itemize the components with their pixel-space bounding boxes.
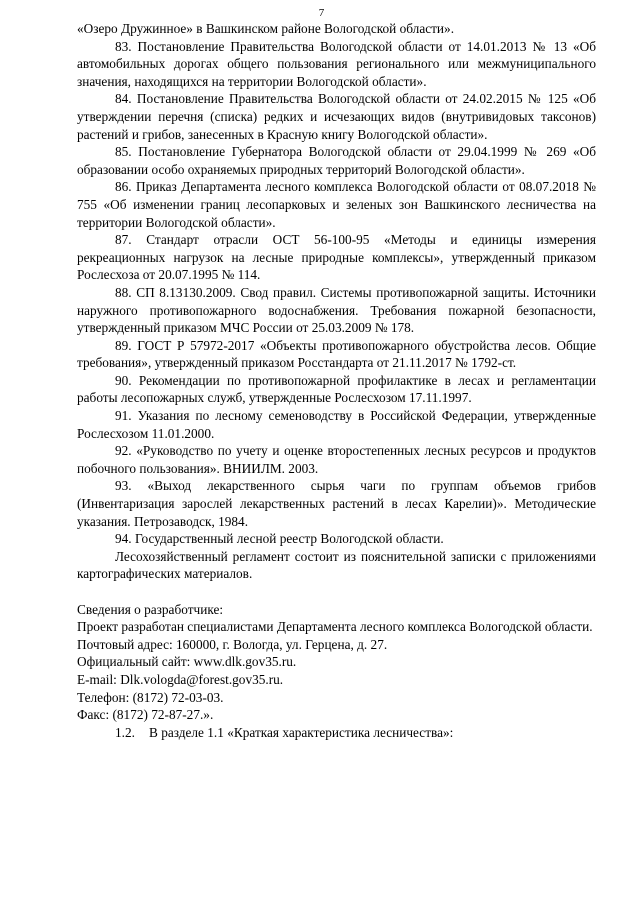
developer-info — [77, 601, 596, 724]
developer-project: Проект разработан специалистами Департамента лесного комплекса Вологодской области. — [77, 619, 593, 635]
list-item: 85. Постановление Губернатора Вологодской области от 29.04.1999 № 269 «Об образовании особо охраняемых природных территорий Вологодской области». — [77, 144, 596, 177]
list-item: 92. «Руководство по учету и оценке второстепенных лесных ресурсов и продуктов побочного пользования». ВНИИЛМ. 2003. — [77, 443, 596, 476]
page-number: 7 — [318, 7, 325, 19]
developer-website: Официальный сайт: www.dlk.gov35.ru. — [77, 654, 297, 670]
developer-address: Почтовый адрес: 160000, г. Вологда, ул. Герцена, д. 27. — [77, 636, 388, 652]
regulation-composition-paragraph: Лесохозяйственный регламент состоит из пояснительной записки с приложениями картографических материалов. — [77, 548, 596, 582]
developer-phone: Телефон: (8172) 72-03-03. — [77, 689, 224, 705]
list-item: 93. «Выход лекарственного сырья чаги по группам объемов грибов (Инвентаризация зарослей лекарственных растений в лесах Карелии)». Методические указания. Петрозаводск, 1984. — [77, 478, 596, 529]
list-item: 88. СП 8.13130.2009. Свод правил. Системы противопожарной защиты. Источники наружного противопожарного водоснабжения. Требования пожарной безопасности, утвержденный приказом МЧС России от 25.03.2009 № 178. — [77, 284, 596, 336]
list-item: 87. Стандарт отрасли ОСТ 56-100-95 «Методы и единицы измерения рекреационных нагрузок на лесные природные комплексы», утвержденный приказом Рослесхоза от 20.07.1995 № 114. — [77, 232, 596, 283]
list-item: 91. Указания по лесному семеноводству в Российской Федерации, утвержденные Рослесхозом 11.01.2000. — [77, 408, 596, 441]
section-item — [77, 724, 596, 742]
section-text: В разделе 1.1 «Краткая характеристика лесничества»: — [149, 724, 454, 740]
developer-email: E-mail: Dlk.vologda@forest.gov35.ru. — [77, 671, 284, 687]
list-item: 84. Постановление Правительства Вологодской области от 24.02.2015 № 125 «Об утверждении перечня (списка) редких и исчезающих видов (внутривидовых таксонов) растений и грибов, занесенных в Красную книгу Вологодской области». — [77, 91, 596, 142]
list-item: «Озеро Дружинное» в Вашкинском районе Вологодской области». — [77, 21, 455, 36]
section-number: 1.2. — [115, 724, 135, 740]
list-item: 90. Рекомендации по противопожарной профилактике в лесах и регламентации работы лесопожарных служб, утвержденные Рослесхозом 17.11.1997. — [77, 372, 596, 406]
developer-fax: Факс: (8172) 72-87-27.». — [77, 707, 214, 723]
list-item: 86. Приказ Департамента лесного комплекса Вологодской области от 08.07.2018 № 755 «Об изменении границ лесопарковых и зеленых зон Вашкинского лесничества на территории Вологодской области». — [77, 179, 596, 230]
list-item: 89. ГОСТ Р 57972-2017 «Объекты противопожарного обустройства лесов. Общие требования», утвержденный приказом Росстандарта от 21.11.2017 № 1792-ст. — [77, 337, 596, 371]
blank-line — [77, 583, 596, 601]
list-item: 83. Постановление Правительства Вологодской области от 14.01.2013 № 13 «Об автомобильных дорогах общего пользования регионального или межмуниципального значения, находящихся на территории Вологодской области». — [77, 38, 596, 89]
developer-heading: Сведения о разработчике: — [77, 601, 224, 617]
list-item: 94. Государственный лесной реестр Вологодской области. — [115, 531, 444, 547]
reference-list — [77, 20, 596, 583]
